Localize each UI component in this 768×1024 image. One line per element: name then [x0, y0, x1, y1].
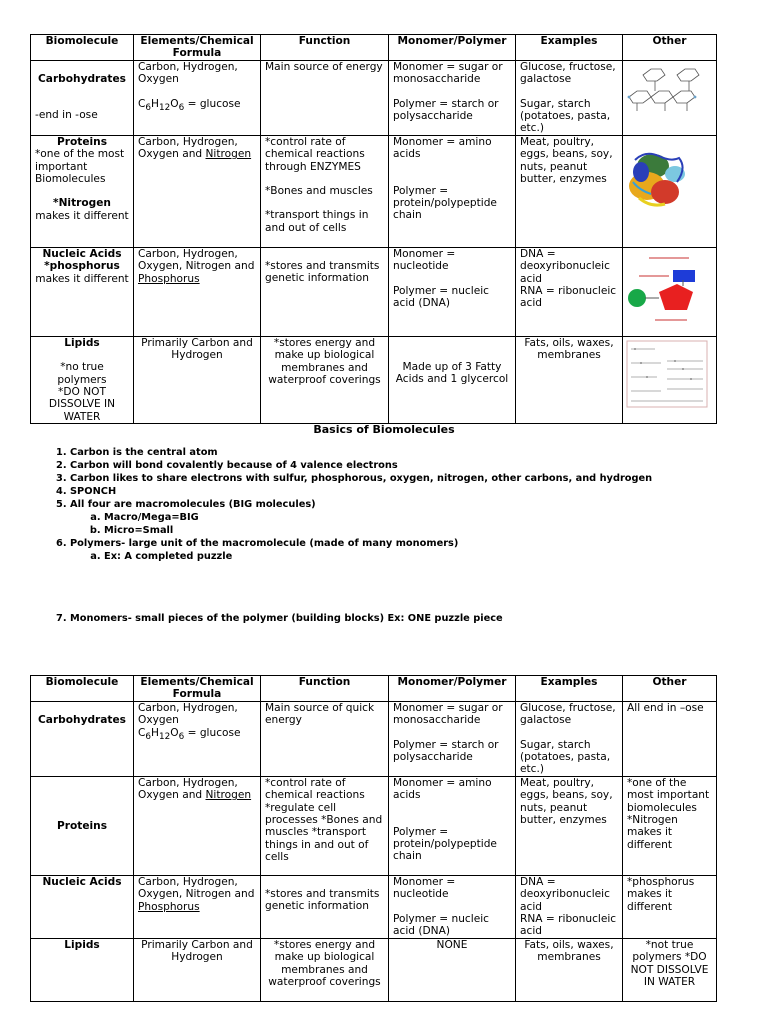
header-elements: Elements/Chemical Formula — [134, 676, 261, 702]
biomolecule-cell — [31, 247, 134, 336]
header-monomer-polymer: Monomer/Polymer — [389, 35, 516, 61]
header-examples: Examples — [516, 676, 623, 702]
monomer-polymer-cell — [389, 247, 516, 336]
biomolecule-name: Lipids — [64, 336, 100, 349]
monomer-text: Monomer = sugar or monosaccharide — [393, 60, 503, 86]
carbohydrate-structure-image — [623, 60, 717, 135]
monomer-text: Monomer = nucleotide — [393, 247, 456, 273]
examples-text: Sugar, starch (potatoes, pasta, etc.) — [520, 97, 611, 135]
header-function: Function — [261, 676, 389, 702]
table-row — [31, 938, 717, 1001]
examples-cell — [516, 875, 623, 938]
biomolecule-cell — [31, 938, 134, 1001]
biomolecule-note: *DO NOT DISSOLVE IN WATER — [48, 386, 116, 423]
examples-cell — [516, 60, 623, 135]
biomolecule-note: -end in -ose — [35, 109, 98, 122]
list-item: 7. Monomers- small pieces of the polymer (building blocks) Ex: ONE puzzle piece — [70, 612, 760, 625]
examples-cell: Meat, poultry, eggs, beans, soy, nuts, peanut butter, enzymes — [516, 135, 623, 247]
biomolecule-name: Carbohydrates — [38, 713, 126, 726]
elements-text: Carbon, Hydrogen, Oxygen — [138, 701, 238, 727]
monomer-text: Monomer = amino acids — [393, 135, 492, 161]
biomolecule-name: Lipids — [64, 938, 100, 951]
monomer-text: Made up of 3 Fatty Acids and 1 glycercol — [395, 360, 509, 386]
examples-text: DNA = deoxyribonucleic acid — [520, 875, 610, 913]
function-cell — [261, 135, 389, 247]
elements-text: Carbon, Hydrogen, Oxygen — [138, 60, 238, 86]
elements-cell — [134, 701, 261, 776]
polymer-text: Polymer = nucleic acid (DNA) — [393, 912, 489, 938]
elements-cell: Carbon, Hydrogen, Oxygen, Nitrogen and Phosphorus — [134, 875, 261, 938]
sub-list-item: b. Micro=Small — [104, 524, 760, 537]
function-text: *control rate of chemical reactions through ENZYMES — [265, 135, 365, 173]
elements-cell: Primarily Carbon and Hydrogen — [134, 336, 261, 423]
biomolecule-name: Proteins — [57, 819, 107, 832]
header-biomolecule: Biomolecule — [31, 676, 134, 702]
biomolecule-name: Nucleic Acids — [42, 875, 122, 888]
function-cell: *control rate of chemical reactions *regulate cell processes *Bones and muscles *transport things in and out of cells — [261, 776, 389, 875]
table-row — [31, 60, 717, 135]
glucose-formula: $C_6H_{12}O_6 = glucose$ — [138, 726, 241, 742]
monomer-polymer-cell — [389, 336, 516, 423]
monomer-polymer-cell — [389, 60, 516, 135]
monomer-polymer-cell: NONE — [389, 938, 516, 1001]
sub-list-item: a. Macro/Mega=BIG — [104, 511, 760, 524]
function-cell — [261, 247, 389, 336]
examples-text: Sugar, starch (potatoes, pasta, etc.) — [520, 738, 611, 776]
monomer-polymer-cell — [389, 875, 516, 938]
polymer-text: Polymer = protein/polypeptide chain — [393, 184, 497, 222]
table-row — [31, 701, 717, 776]
biomolecule-table-1 — [30, 34, 717, 424]
list-item: 6. Polymers- large unit of the macromolecule (made of many monomers) a. Ex: A completed puzzle — [70, 537, 760, 563]
examples-cell: Fats, oils, waxes, membranes — [516, 336, 623, 423]
monomer-polymer-cell — [389, 776, 516, 875]
elements-cell — [134, 60, 261, 135]
table-row — [31, 875, 717, 938]
biomolecule-note: *phosphorus — [44, 260, 120, 273]
biomolecule-cell — [31, 135, 134, 247]
monomer-text: Monomer = sugar or monosaccharide — [393, 701, 503, 727]
biomolecule-name: Proteins — [57, 135, 107, 148]
biomolecule-table-2 — [30, 675, 717, 1002]
function-text: *stores and transmits genetic information — [265, 887, 380, 913]
examples-text: DNA = deoxyribonucleic acid — [520, 247, 610, 285]
examples-text: Glucose, fructose, galactose — [520, 701, 616, 727]
header-examples: Examples — [516, 35, 623, 61]
table-header-row — [31, 676, 717, 702]
polymer-text: Polymer = starch or polysaccharide — [393, 738, 499, 764]
examples-cell: Meat, poultry, eggs, beans, soy, nuts, peanut butter, enzymes — [516, 776, 623, 875]
table-row — [31, 247, 717, 336]
examples-text: RNA = ribonucleic acid — [520, 913, 617, 938]
function-text: *Bones and muscles — [265, 185, 373, 198]
monomer-polymer-cell — [389, 701, 516, 776]
protein-structure-image — [623, 135, 717, 247]
biomolecule-cell — [31, 336, 134, 423]
elements-cell: Carbon, Hydrogen, Oxygen and Nitrogen — [134, 776, 261, 875]
examples-text: Glucose, fructose, galactose — [520, 60, 616, 86]
biomolecule-note: *one of the most important Biomolecules — [35, 148, 125, 186]
biomolecule-note: makes it different — [35, 272, 129, 285]
polymer-text: Polymer = nucleic acid (DNA) — [393, 284, 489, 310]
polymer-text: Polymer = protein/polypeptide chain — [393, 825, 497, 863]
header-biomolecule: Biomolecule — [31, 35, 134, 61]
elements-cell: Carbon, Hydrogen, Oxygen and Nitrogen — [134, 135, 261, 247]
examples-cell: Fats, oils, waxes, membranes — [516, 938, 623, 1001]
sub-list-item: a. Ex: A completed puzzle — [104, 550, 760, 563]
function-text: *transport things in and out of cells — [265, 209, 369, 234]
function-text: *stores and transmits genetic information — [265, 259, 380, 285]
polymer-text: Polymer = starch or polysaccharide — [393, 97, 499, 123]
header-monomer-polymer: Monomer/Polymer — [389, 676, 516, 702]
list-item: 4. SPONCH — [70, 485, 760, 498]
header-other: Other — [623, 676, 717, 702]
elements-cell: Primarily Carbon and Hydrogen — [134, 938, 261, 1001]
function-cell: Main source of quick energy — [261, 701, 389, 776]
list-item: 3. Carbon likes to share electrons with sulfur, phosphorous, oxygen, nitrogen, other carbons, and hydrogen — [70, 472, 760, 485]
header-other: Other — [623, 35, 717, 61]
examples-cell — [516, 247, 623, 336]
biomolecule-name: Nucleic Acids — [42, 247, 122, 260]
function-cell: *stores energy and make up biological membranes and waterproof coverings — [261, 336, 389, 423]
table-header-row — [31, 35, 717, 61]
table-row — [31, 135, 717, 247]
basics-title: Basics of Biomolecules — [313, 423, 455, 436]
monomer-polymer-cell — [389, 135, 516, 247]
basics-list — [40, 446, 760, 625]
biomolecule-cell — [31, 701, 134, 776]
biomolecule-note: *Nitrogen — [53, 197, 111, 210]
function-cell: *stores energy and make up biological membranes and waterproof coverings — [261, 938, 389, 1001]
biomolecule-note: *no true polymers — [57, 361, 107, 386]
other-cell: All end in –ose — [623, 701, 717, 776]
table-row — [31, 776, 717, 875]
monomer-text: Monomer = amino acids — [393, 776, 492, 802]
list-item: 1. Carbon is the central atom — [70, 446, 760, 459]
biomolecule-cell — [31, 875, 134, 938]
list-item: 5. All four are macromolecules (BIG molecules) a. Macro/Mega=BIG b. Micro=Small — [70, 498, 760, 537]
other-cell: *phosphorus makes it different — [623, 875, 717, 938]
biomolecule-name: Carbohydrates — [38, 72, 126, 85]
header-elements: Elements/Chemical Formula — [134, 35, 261, 61]
other-cell: *one of the most important biomolecules *Nitrogen makes it different — [623, 776, 717, 875]
header-function: Function — [261, 35, 389, 61]
table-row — [31, 336, 717, 423]
biomolecule-cell — [31, 60, 134, 135]
function-cell — [261, 875, 389, 938]
other-cell: *not true polymers *DO NOT DISSOLVE IN WATER — [623, 938, 717, 1001]
elements-cell: Carbon, Hydrogen, Oxygen, Nitrogen and Phosphorus — [134, 247, 261, 336]
examples-cell — [516, 701, 623, 776]
biomolecule-note: makes it different — [35, 209, 129, 222]
nucleotide-structure-image — [623, 247, 717, 336]
glucose-formula: $C_6H_{12}O_6 = glucose$ — [138, 97, 241, 113]
function-cell: Main source of energy — [261, 60, 389, 135]
biomolecule-cell — [31, 776, 134, 875]
examples-text: RNA = ribonucleic acid — [520, 285, 617, 310]
monomer-text: Monomer = nucleotide — [393, 875, 456, 901]
lipid-structure-image — [623, 336, 717, 423]
list-item: 2. Carbon will bond covalently because of 4 valence electrons — [70, 459, 760, 472]
